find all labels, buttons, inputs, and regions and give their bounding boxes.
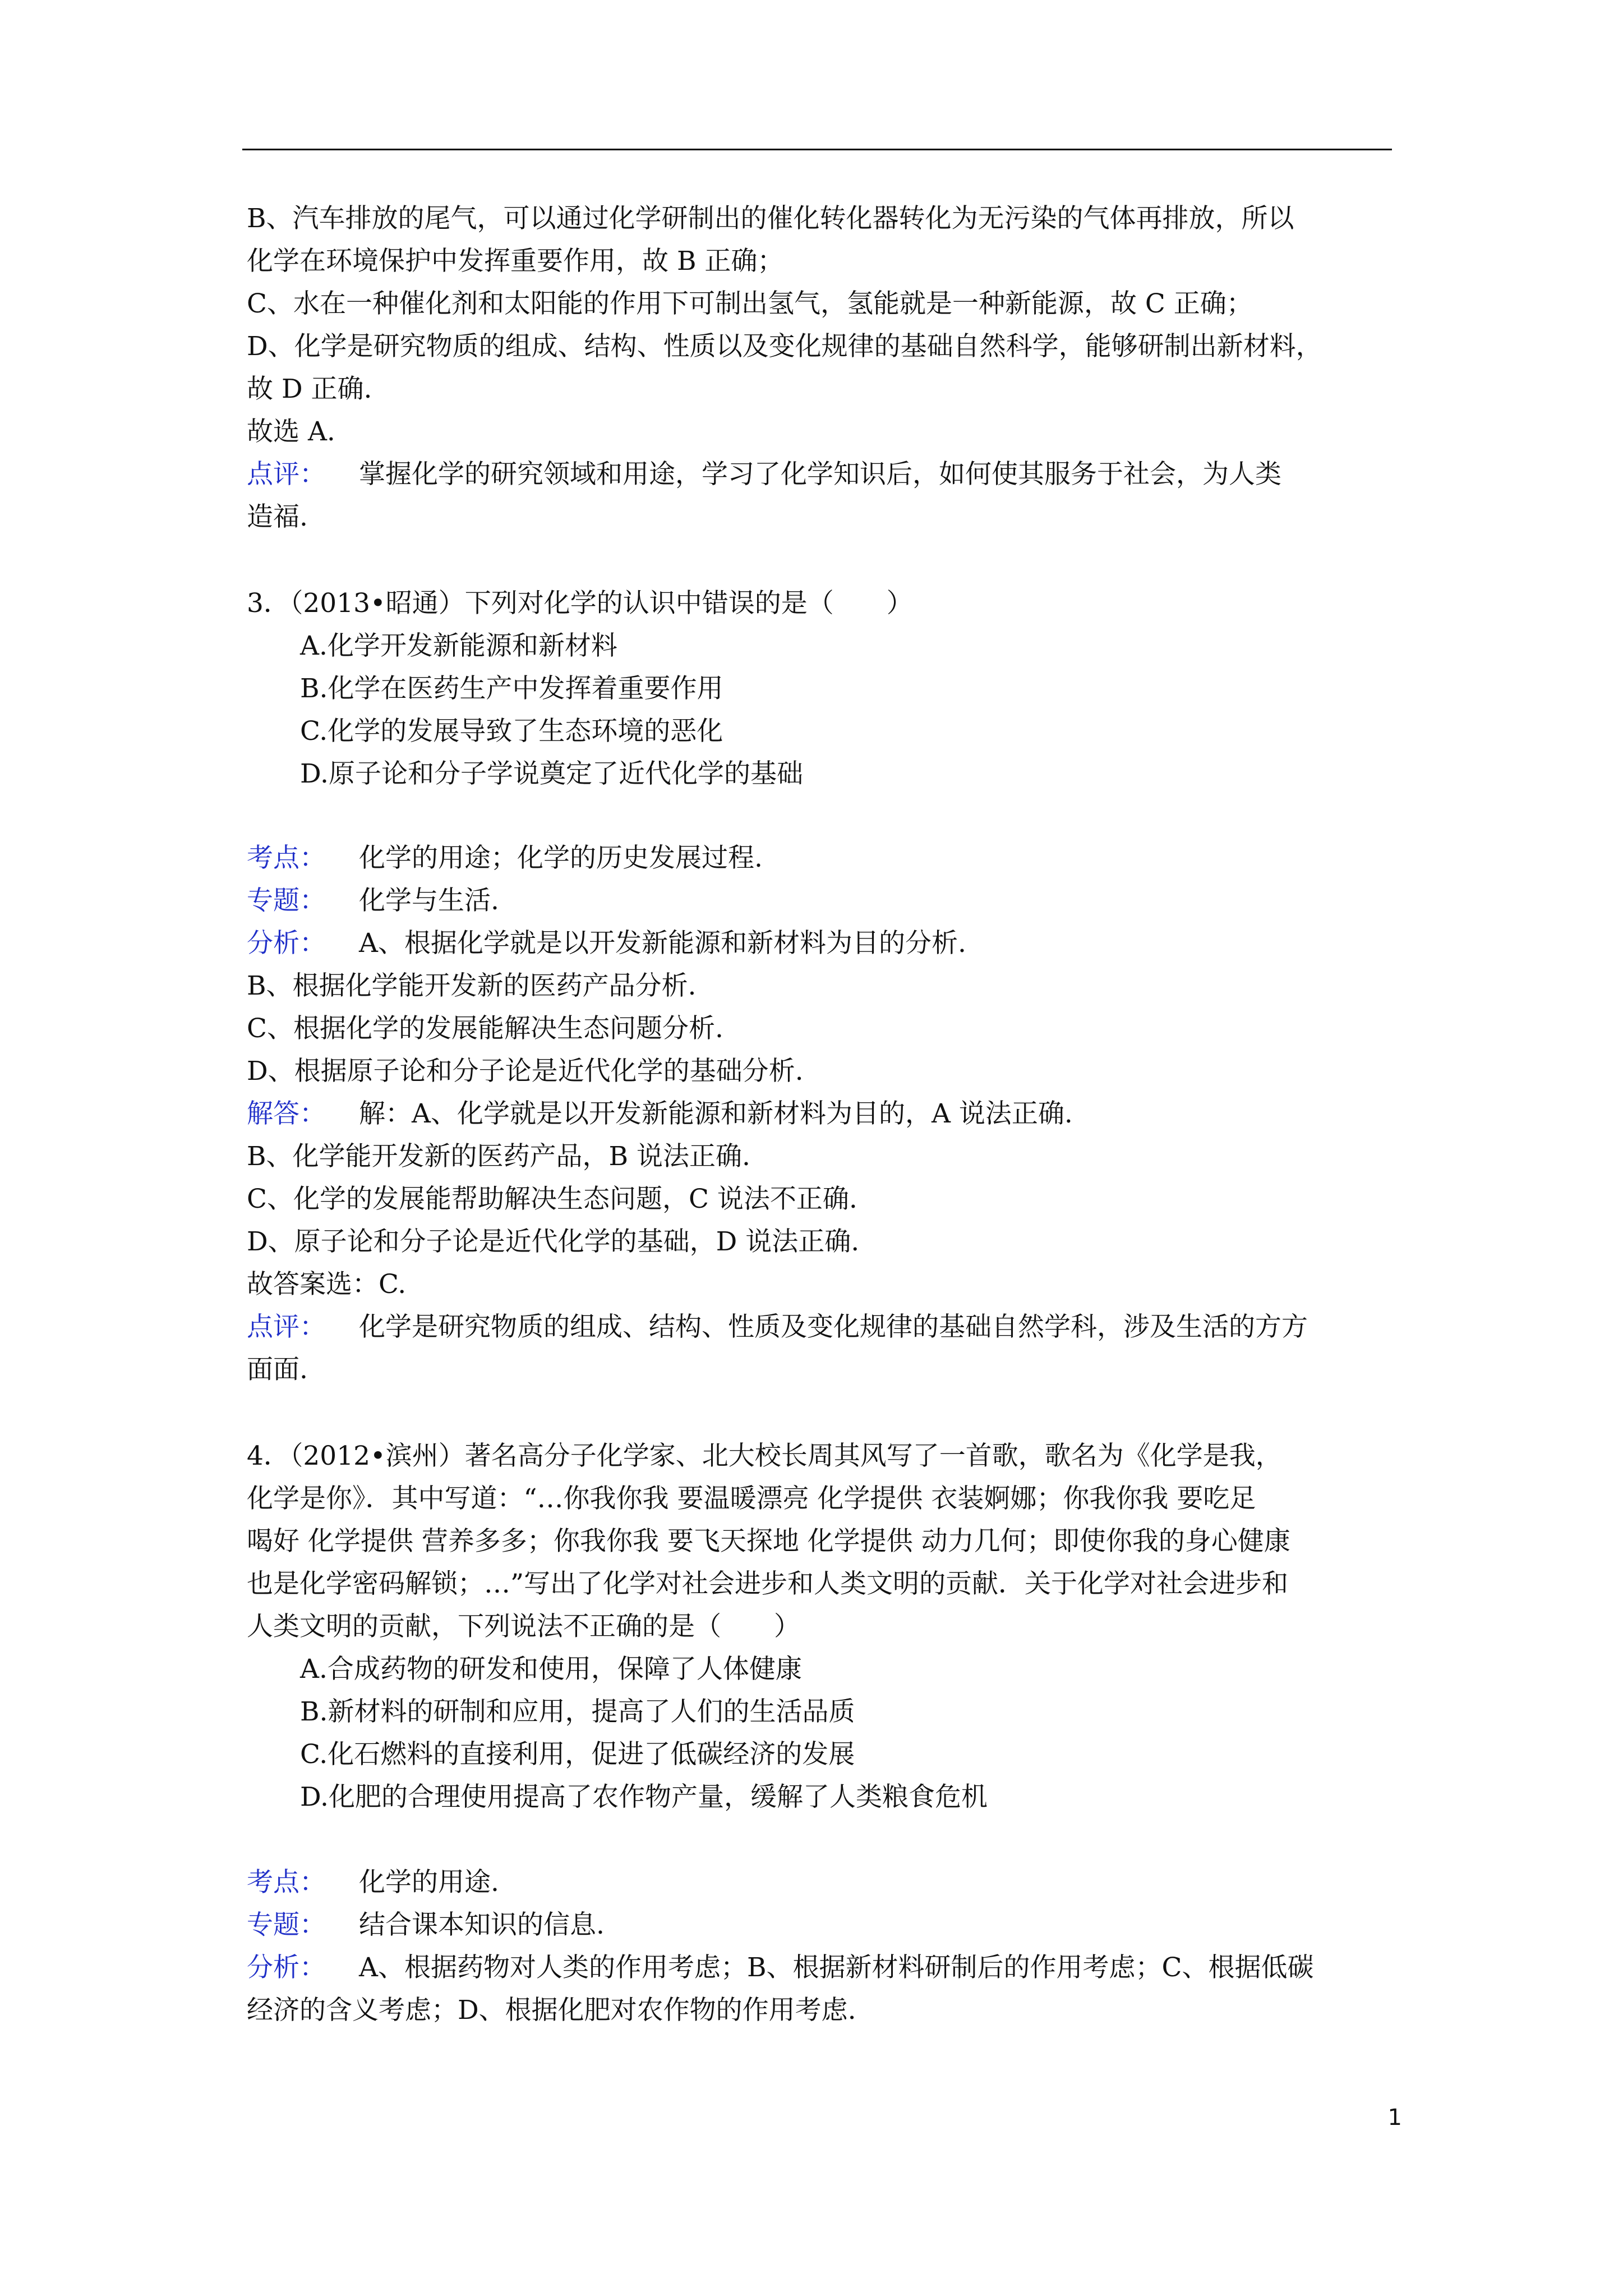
header-rule [242,149,1392,150]
prev-comment [247,458,1396,491]
q4-fenxi [247,1951,1396,1985]
fenxi-text: A、根据化学就是以开发新能源和新材料为目的分析. [359,928,966,959]
kaodian-text: 化学的用途；化学的历史发展过程. [359,843,763,873]
prev-d-line-1: D、化学是研究物质的组成、结构、性质以及变化规律的基础自然科学，能够研制出新材料， [247,331,1322,362]
q3-fenxi-line-4: D、根据原子论和分子论是近代化学的基础分析. [247,1056,804,1087]
q4-fenxi-line-2: 经济的含义考虑；D、根据化肥对农作物的作用考虑. [247,1995,856,2026]
prev-b-line-1: B、汽车排放的尾气，可以通过化学研制出的催化转化器转化为无污染的气体再排放，所以 [247,203,1294,234]
q4-stem-line-4: 也是化学密码解锁；…”写出了化学对社会进步和人类文明的贡献．关于化学对社会进步和 [247,1568,1289,1599]
q4-stem-line-3: 喝好 化学提供 营养多多；你我你我 要飞天探地 化学提供 动力几何；即使你我的身心健康 [247,1526,1290,1557]
fenxi-text: A、根据药物对人类的作用考虑；B、根据新材料研制后的作用考虑；C、根据低碳 [359,1952,1314,1983]
comment-label: 点评： [247,459,326,490]
zhuanti-text: 结合课本知识的信息. [359,1910,605,1940]
kaodian-label: 考点： [247,1867,326,1898]
q3-jieda-line-4: D、原子论和分子论是近代化学的基础，D 说法正确. [247,1226,860,1257]
q3-jieda [247,1097,1396,1131]
kaodian-text: 化学的用途. [359,1867,499,1898]
q3-zhuanti [247,884,1396,918]
prev-b-line-2: 化学在环境保护中发挥重要作用，故 B 正确； [247,246,784,277]
prev-c-line: C、水在一种催化剂和太阳能的作用下可制出氢气，氢能就是一种新能源，故 C 正确； [247,288,1253,319]
dianping-text: 化学是研究物质的组成、结构、性质及变化规律的基础自然学科，涉及生活的方方 [359,1312,1308,1342]
q4-stem-line-2: 化学是你》．其中写道：“…你我你我 要温暖漂亮 化学提供 衣装婀娜；你我你我 要吃足 [247,1483,1256,1514]
q4-option-c: C.化石燃料的直接利用，促进了低碳经济的发展 [300,1739,855,1770]
q3-kaodian [247,841,1396,875]
prev-comment-line-2: 造福. [247,501,308,532]
q3-jieda-line-3: C、化学的发展能帮助解决生态问题，C 说法不正确. [247,1184,857,1214]
q3-fenxi-line-3: C、根据化学的发展能解决生态问题分析. [247,1013,723,1044]
q3-fenxi-line-2: B、根据化学能开发新的医药产品分析. [247,970,697,1001]
zhuanti-text: 化学与生活. [359,885,499,916]
q3-dianping [247,1310,1396,1344]
q3-option-c: C.化学的发展导致了生态环境的恶化 [300,716,723,747]
q4-kaodian [247,1866,1396,1899]
q3-stem: 3．（2013•昭通）下列对化学的认识中错误的是（ ） [247,588,913,619]
prev-d-line-2: 故 D 正确. [247,374,372,404]
q3-fenxi [247,927,1396,960]
prev-answer: 故选 A. [247,416,335,447]
q4-zhuanti [247,1908,1396,1942]
page-number: 1 [1387,2105,1402,2131]
q3-dianping-line-2: 面面. [247,1354,308,1385]
fenxi-label: 分析： [247,1952,326,1983]
dianping-label: 点评： [247,1312,326,1342]
q4-option-b: B.新材料的研制和应用，提高了人们的生活品质 [300,1696,855,1727]
fenxi-label: 分析： [247,928,326,959]
q3-option-d: D.原子论和分子学说奠定了近代化学的基础 [300,758,803,789]
q3-option-a: A.化学开发新能源和新材料 [300,631,617,661]
q4-stem-line-1: 4．（2012•滨州）著名高分子化学家、北大校长周其风写了一首歌，歌名为《化学是我， [247,1441,1282,1471]
q3-option-b: B.化学在医药生产中发挥着重要作用 [300,673,723,704]
q3-jieda-line-2: B、化学能开发新的医药产品，B 说法正确. [247,1141,750,1172]
q3-jieda-line-5: 故答案选：C. [247,1269,407,1300]
q4-option-a: A.合成药物的研发和使用，保障了人体健康 [300,1654,802,1685]
zhuanti-label: 专题： [247,885,326,916]
zhuanti-label: 专题： [247,1910,326,1940]
q4-option-d: D.化肥的合理使用提高了农作物产量，缓解了人类粮食危机 [300,1782,988,1812]
jieda-text: 解：A、化学就是以开发新能源和新材料为目的，A 说法正确. [359,1098,1073,1129]
comment-text: 掌握化学的研究领域和用途，学习了化学知识后，如何使其服务于社会，为人类 [359,459,1281,490]
q4-stem-line-5: 人类文明的贡献，下列说法不正确的是（ ） [247,1611,800,1642]
jieda-label: 解答： [247,1098,326,1129]
kaodian-label: 考点： [247,843,326,873]
